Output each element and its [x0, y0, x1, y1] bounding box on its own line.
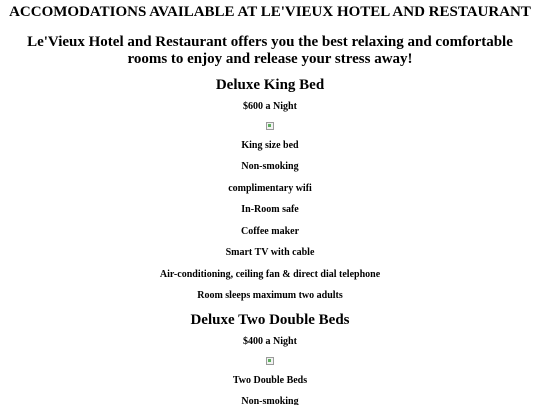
- intro-text: Le'Vieux Hotel and Restaurant offers you the best relaxing and comfortable rooms to enjoy and release your stress away!: [27, 34, 513, 67]
- room-feature: Non-smoking: [241, 161, 299, 172]
- room-title-deluxe-king: Deluxe King Bed: [215, 77, 325, 93]
- room-price-deluxe-two-double: $400 a Night: [243, 336, 297, 347]
- room-title-deluxe-two-double: Deluxe Two Double Beds: [190, 312, 350, 328]
- room-feature: Smart TV with cable: [225, 247, 315, 258]
- room-feature: King size bed: [241, 140, 299, 151]
- page-heading: ACCOMODATIONS AVAILABLE AT LE'VIEUX HOTEL AND RESTAURANT: [9, 4, 531, 20]
- room-feature: Coffee maker: [240, 226, 300, 237]
- broken-image-icon: [266, 122, 274, 130]
- room-feature: Air-conditioning, ceiling fan & direct dial telephone: [159, 269, 381, 280]
- room-feature: Two Double Beds: [232, 375, 308, 386]
- room-feature: In-Room safe: [241, 204, 299, 215]
- room-price-deluxe-king: $600 a Night: [243, 101, 297, 112]
- room-feature: Non-smoking: [241, 396, 299, 405]
- room-feature: Room sleeps maximum two adults: [197, 290, 343, 301]
- broken-image-icon: [266, 357, 274, 365]
- room-feature: complimentary wifi: [228, 183, 312, 194]
